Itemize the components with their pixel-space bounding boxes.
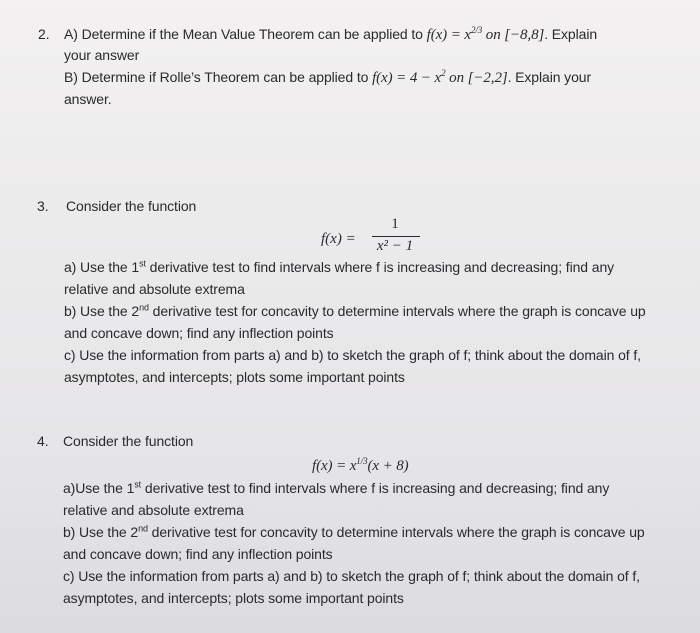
question-number: 3. (37, 198, 49, 214)
question-number: 4. (37, 433, 49, 449)
q2-part-b-line2: answer. (64, 91, 112, 107)
q3-part-b-line2: and concave down; find any inflection points (64, 325, 334, 341)
q3-part-c-line1: c) Use the information from parts a) and b) to sketch the graph of f; think about the domain of f, (64, 347, 641, 363)
q3-part-a-line2: relative and absolute extrema (64, 281, 245, 297)
fraction-bar (372, 236, 420, 237)
q4-part-c-line1: c) Use the information from parts a) and b) to sketch the graph of f; think about the domain of f, (63, 568, 640, 584)
q4-part-b-line2: and concave down; find any inflection points (63, 546, 333, 562)
worksheet-page: 2. A) Determine if the Mean Value Theorem can be applied to $f(x) = x^{2/3}$ on [−8,8]. Explain your answer B) Determine if Rolle’s Theorem can be applied to $f(x) = 4 - x^2$ on [−2,2]. Explain your answer. 3. Consider the function f(x) = 1 x² − 1 a) Use the 1st derivative test to find intervals where f is increasing and decreasing; find any relative and absolute extrema b) Use the 2nd derivative test for concavity to determine intervals where the graph is concave up and concave down; find any inflection points c) Use the information from parts a) and b) to sketch the graph of f; think about the domain of f, asymptotes, and intercepts; plots some important points 4. Consider the function $f(x) = x^{1/3}(x + 8)$ a)Use the 1st derivative test to find intervals where f is increasing and decreasing; find any relative and absolute extrema b) Use the 2nd derivative test for concavity to determine intervals where the graph is concave up and concave down; find any inflection points c) Use the information from parts a) and b) to sketch the graph of f; think about the domain of f, asymptotes, and intercepts; plots some important points (37, 25, 646, 606)
q3-intro: Consider the function (66, 198, 197, 214)
q3-part-a-line1: a) Use the 1st derivative test to find intervals where f is increasing and decreasing; find any (64, 258, 615, 275)
q4-function-formula: $f(x) = x^{1/3}(x + 8)$ (312, 456, 409, 474)
question-number: 2. (38, 26, 50, 42)
q4-part-b-line1: b) Use the 2nd derivative test for concavity to determine intervals where the graph is concave up (63, 523, 645, 540)
q2-b-function: $f(x) = 4 - x^2$ (372, 68, 446, 86)
q4-part-c-line2: asymptotes, and intercepts; plots some important points (63, 590, 404, 606)
q3-part-b-line1: b) Use the 2nd derivative test for concavity to determine intervals where the graph is concave up (64, 302, 646, 319)
q3-part-c-line2: asymptotes, and intercepts; plots some important points (64, 369, 405, 385)
q4-part-a-line2: relative and absolute extrema (63, 502, 244, 518)
q2-part-a-line1: A) Determine if the Mean Value Theorem can be applied to $f(x) = x^{2/3}$ on [−8,8]. Explain (64, 25, 598, 43)
q2-part-a-line2: your answer (64, 47, 140, 63)
q2-a-function: $f(x) = x^{2/3}$ (426, 25, 483, 43)
fraction-denominator: x² − 1 (376, 238, 414, 254)
q2-part-b-line1: B) Determine if Rolle’s Theorem can be applied to $f(x) = 4 - x^2$ on [−2,2]. Explain your (64, 68, 592, 86)
q4-intro: Consider the function (63, 433, 194, 449)
q4-part-a-line1: a)Use the 1st derivative test to find intervals where f is increasing and decreasing; find any (63, 479, 610, 496)
fraction-numerator: 1 (391, 216, 399, 232)
